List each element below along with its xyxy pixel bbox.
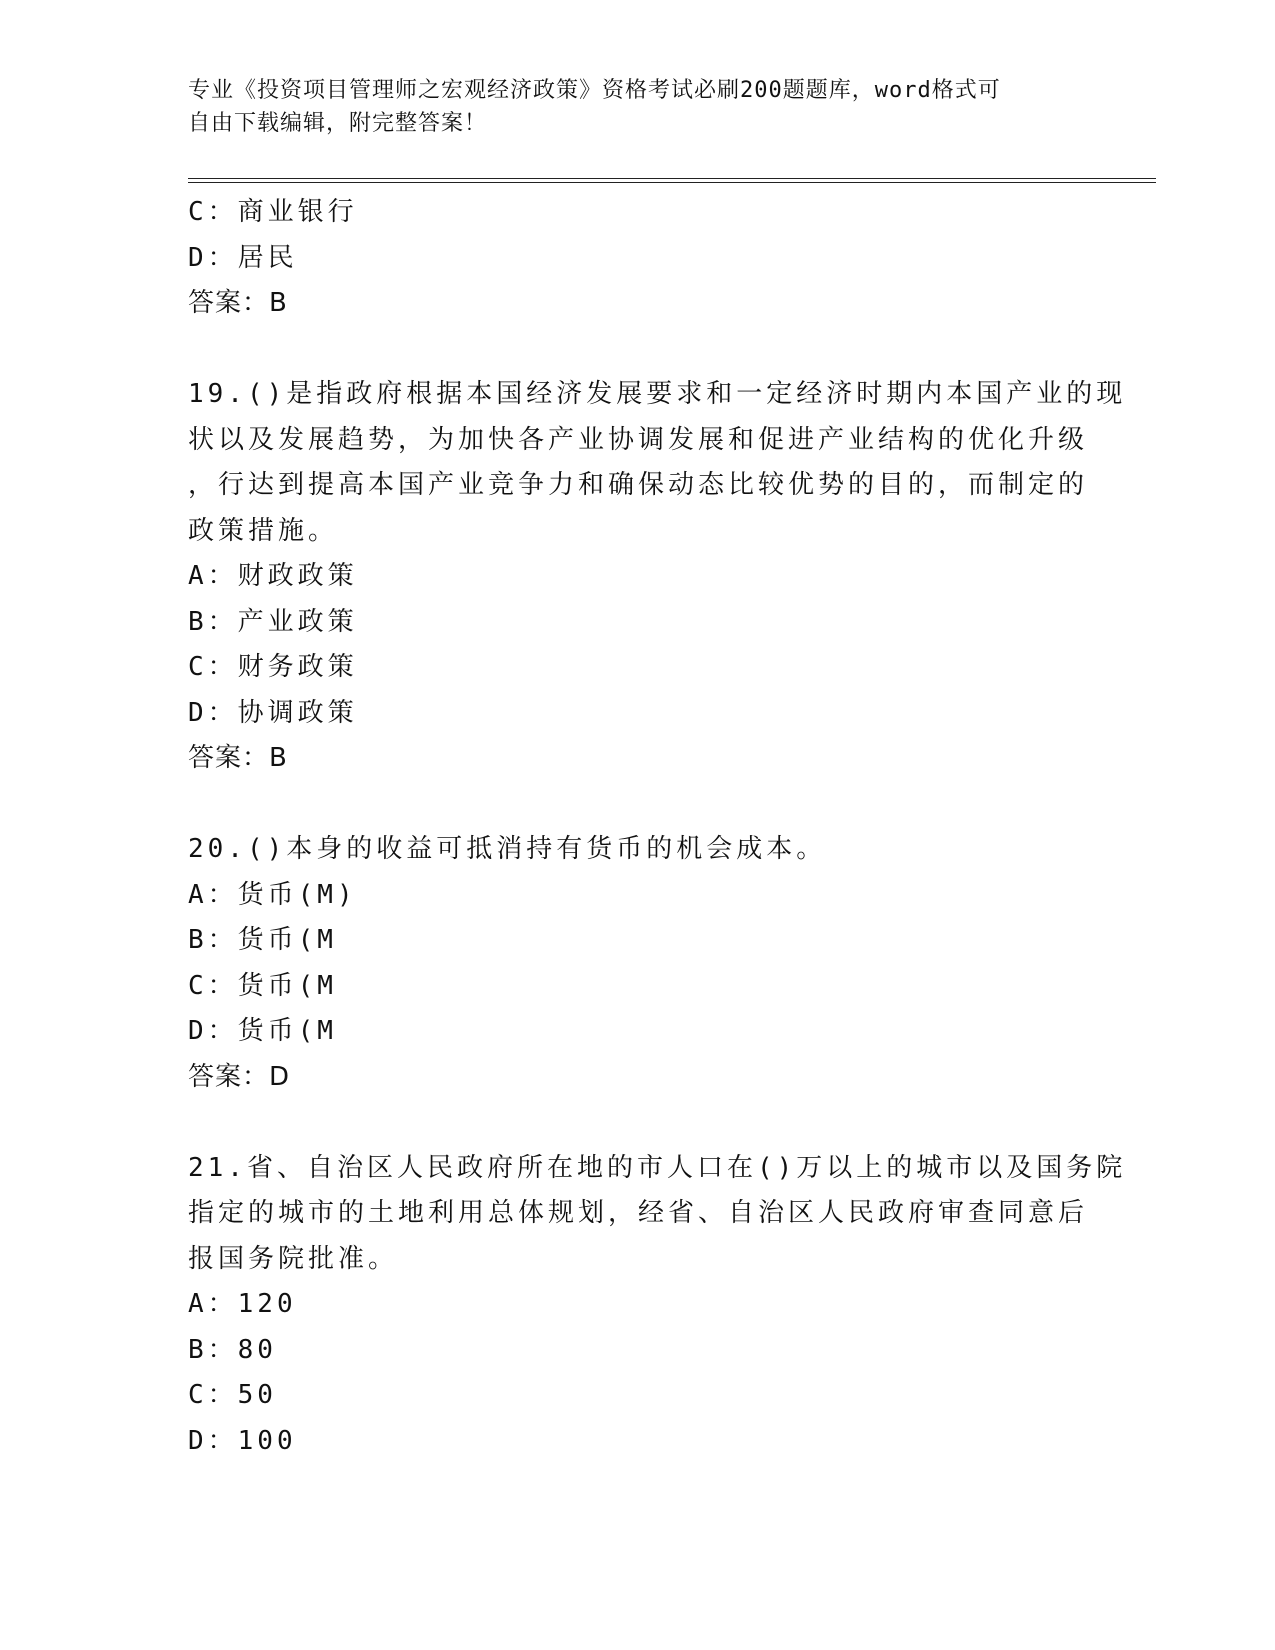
option-b: B：产业政策	[188, 606, 358, 637]
question-text-line: ，行达到提高本国产业竞争力和确保动态比较优势的目的，而制定的	[188, 470, 1089, 500]
answer: 答案：D	[188, 1061, 291, 1092]
option-d: D：协调政策	[188, 697, 358, 728]
option-c: C：货币(M	[188, 970, 337, 1001]
question-21	[188, 1146, 1127, 1465]
question-text-line: 19.()是指政府根据本国经济发展要求和一定经济时期内本国产业的现	[188, 379, 1127, 409]
option-c: C：50	[188, 1380, 277, 1410]
question-text-line: 政策措施。	[188, 515, 339, 546]
header-line-1: 专业《投资项目管理师之宏观经济政策》资格考试必刷200题题库，word格式可	[188, 78, 1001, 103]
question-text-line: 指定的城市的土地利用总体规划，经省、自治区人民政府审查同意后	[188, 1198, 1089, 1228]
header-divider	[188, 178, 1156, 183]
option-a: A：货币(M)	[188, 879, 357, 910]
page-header	[188, 74, 1068, 140]
question-text-line: 报国务院批准。	[188, 1243, 399, 1274]
spacer	[188, 782, 1088, 828]
question-text-line: 状以及发展趋势，为加快各产业协调发展和促进产业结构的优化升级	[188, 424, 1089, 455]
option-d: D：货币(M	[188, 1016, 337, 1046]
question-text-line: 21.省、自治区人民政府所在地的市人口在()万以上的城市以及国务院	[188, 1152, 1127, 1183]
question-20	[188, 827, 1088, 1100]
option-d: D：100	[188, 1425, 297, 1456]
question-text-line: 20.()本身的收益可抵消持有货币的机会成本。	[188, 834, 827, 864]
spacer	[188, 1100, 1088, 1146]
answer: 答案：B	[188, 288, 288, 318]
question-19	[188, 372, 1127, 782]
header-line-2: 自由下载编辑，附完整答案！	[188, 111, 488, 136]
answer: 答案：B	[188, 743, 288, 773]
option-c: C：商业银行	[188, 197, 358, 227]
option-a: A：财政政策	[188, 561, 358, 591]
option-b: B：货币(M	[188, 925, 337, 955]
question-18-tail	[188, 190, 1088, 327]
option-c: C：财务政策	[188, 652, 358, 682]
option-b: B：80	[188, 1334, 277, 1365]
spacer	[188, 327, 1088, 373]
document-body	[188, 190, 1127, 1464]
option-d: D：居民	[188, 242, 298, 273]
option-a: A：120	[188, 1289, 297, 1319]
